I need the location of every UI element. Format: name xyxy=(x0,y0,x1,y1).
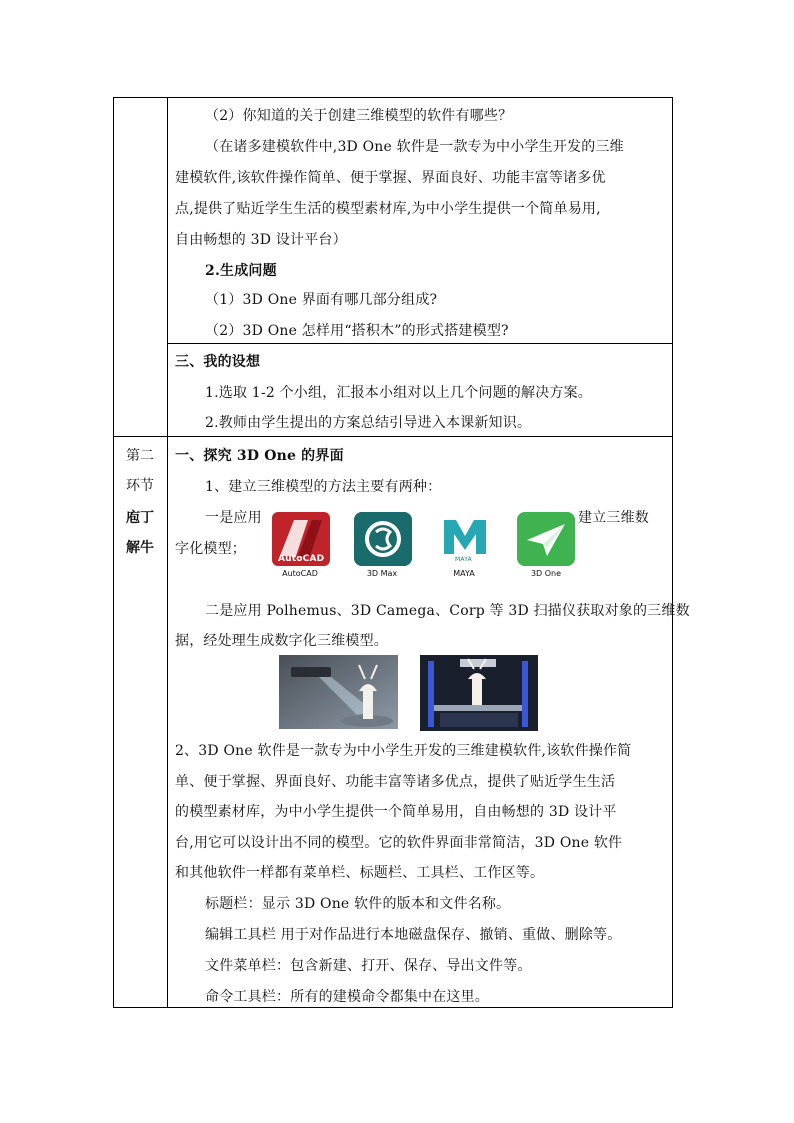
paragraph-line: （在诸多建模软件中,3D One 软件是一款专为中小学生开发的三维 xyxy=(205,139,624,155)
paragraph-line: 点,提供了贴近学生生活的模型素材库,为中小学生提供一个简单易用, xyxy=(175,201,601,217)
generated-question-1: （1）3D One 界面有哪几部分组成? xyxy=(205,292,438,308)
my-idea-heading: 三、我的设想 xyxy=(175,354,261,370)
maya-caption: MAYA xyxy=(453,569,475,578)
stage-label-line4: 解牛 xyxy=(126,540,154,556)
software-paragraph: 2、3D One 软件是一款专为中小学生开发的三维建模软件,该软件操作简 xyxy=(175,743,632,759)
stage-label-line3: 庖丁 xyxy=(126,510,154,526)
command-toolbar-desc: 命令工具栏：所有的建模命令都集中在这里。 xyxy=(205,989,489,1005)
3dsmax-logo-icon xyxy=(354,512,412,566)
method-1-end: 建立三维数 xyxy=(578,510,649,526)
autocad-logo-text: AutoCAD xyxy=(278,554,325,564)
idea-step-1: 1.选取 1-2 个小组，汇报本小组对以上几个问题的解决方案。 xyxy=(205,385,593,401)
method-2: 二是应用 Polhemus、3D Camega、Corp 等 3D 扫描仪获取对象的三维数 xyxy=(205,603,690,619)
stage-label-line1: 第二 xyxy=(126,448,154,464)
3done-caption: 3D One xyxy=(530,569,562,578)
row-divider-1 xyxy=(167,343,673,344)
software-paragraph: 单、便于掌握、界面良好、功能丰富等诸多优点，提供了贴近学生生活 xyxy=(175,774,616,790)
autocad-caption: AutoCAD xyxy=(282,569,318,578)
generated-question-2: （2）3D One 怎样用“搭积木”的形式搭建模型? xyxy=(205,323,509,339)
question-2: （2）你知道的关于创建三维模型的软件有哪些？ xyxy=(205,108,513,124)
method-1-start: 一是应用 xyxy=(205,510,262,526)
scanner-photo-2 xyxy=(420,655,538,731)
software-paragraph: 的模型素材库，为中小学生提供一个简单易用，自由畅想的 3D 设计平 xyxy=(175,804,617,820)
3dsmax-caption: 3D Max xyxy=(366,569,398,578)
idea-step-2: 2.教师由学生提出的方案总结引导进入本课新知识。 xyxy=(205,415,532,431)
method-2-cont: 据，经处理生成数字化三维模型。 xyxy=(175,633,388,649)
column-divider xyxy=(167,97,168,1008)
software-paragraph: 和其他软件一样都有菜单栏、标题栏、工具栏、工作区等。 xyxy=(175,865,545,881)
methods-intro: 1、建立三维模型的方法主要有两种： xyxy=(205,479,442,495)
paragraph-line: 自由畅想的 3D 设计平台） xyxy=(175,232,347,248)
paragraph-line: 建模软件,该软件操作简单、便于掌握、界面良好、功能丰富等诸多优 xyxy=(175,170,606,186)
file-menu-desc: 文件菜单栏：包含新建、打开、保存、导出文件等。 xyxy=(205,958,532,974)
method-1-cont: 字化模型； xyxy=(175,541,246,557)
software-paragraph: 台,用它可以设计出不同的模型。它的软件界面非常简洁，3D One 软件 xyxy=(175,835,623,851)
row-divider-2 xyxy=(113,436,673,437)
title-bar-desc: 标题栏：显示 3D One 软件的版本和文件名称。 xyxy=(205,896,511,912)
3done-logo-icon xyxy=(517,512,575,566)
edit-toolbar-desc: 编辑工具栏 用于对作品进行本地磁盘保存、撤销、重做、删除等。 xyxy=(205,927,622,943)
stage-label-line2: 环节 xyxy=(126,478,154,494)
section-heading: 2.生成问题 xyxy=(205,263,277,279)
maya-logo-text: MAYA xyxy=(455,556,472,563)
explore-heading: 一、探究 3D One 的界面 xyxy=(175,448,344,464)
scanner-photo-1 xyxy=(279,655,398,729)
